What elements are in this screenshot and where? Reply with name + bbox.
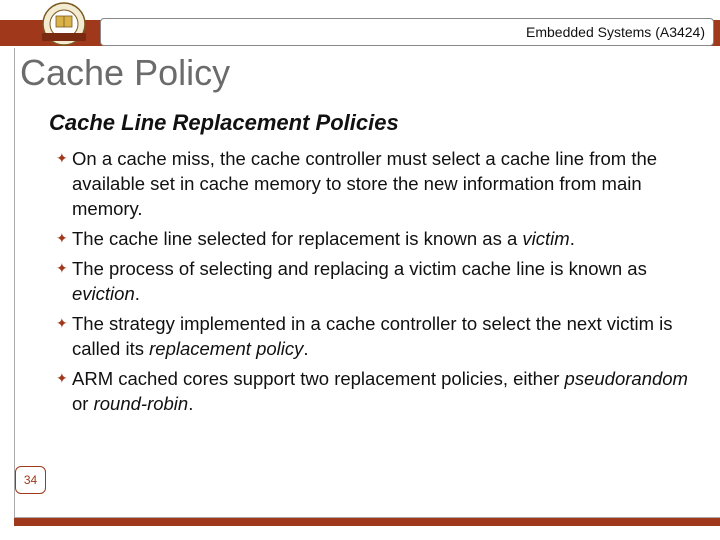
bullet-icon: ✦: [56, 230, 68, 246]
footer-bar: [14, 518, 720, 526]
bullet-item: [56, 256, 706, 306]
bullet-text-mid: or: [72, 393, 94, 414]
bullet-emphasis: victim: [522, 228, 570, 249]
bullet-icon: ✦: [56, 150, 68, 166]
bullet-list: [56, 146, 706, 421]
bullet-icon: ✦: [56, 260, 68, 276]
slide-number: 34: [15, 466, 46, 494]
bullet-emphasis: pseudorandom: [564, 368, 688, 389]
bullet-item: [56, 366, 706, 416]
bullet-emphasis: replacement policy: [149, 338, 304, 359]
bullet-text: ARM cached cores support two replacement policies, either: [72, 368, 565, 389]
bullet-text-end: .: [303, 338, 309, 359]
bullet-item: [56, 311, 706, 361]
bullet-text: On a cache miss, the cache controller must select a cache line from the available set in cache memory to store the new information from main memory.: [72, 148, 658, 219]
bullet-text: The strategy implemented in a cache controller to select the next victim is called its: [72, 313, 673, 359]
bullet-text: The process of selecting and replacing a victim cache line is known as: [72, 258, 647, 279]
page-title: Cache Policy: [20, 52, 231, 93]
bullet-emphasis: eviction: [72, 283, 135, 304]
header-tab: [100, 18, 714, 46]
bullet-text-end: .: [188, 393, 194, 414]
bullet-text: The cache line selected for replacement is known as a: [72, 228, 523, 249]
bullet-item: [56, 146, 706, 221]
course-title: Embedded Systems (A3424): [526, 24, 705, 40]
bullet-text-end: .: [134, 283, 140, 304]
bullet-emphasis-2: round-robin: [93, 393, 189, 414]
bullet-text-end: .: [569, 228, 575, 249]
slide-subtitle: Cache Line Replacement Policies: [49, 110, 399, 135]
bullet-icon: ✦: [56, 370, 68, 386]
college-logo-icon: [28, 2, 100, 48]
bullet-icon: ✦: [56, 315, 68, 331]
bullet-item: [56, 226, 706, 251]
